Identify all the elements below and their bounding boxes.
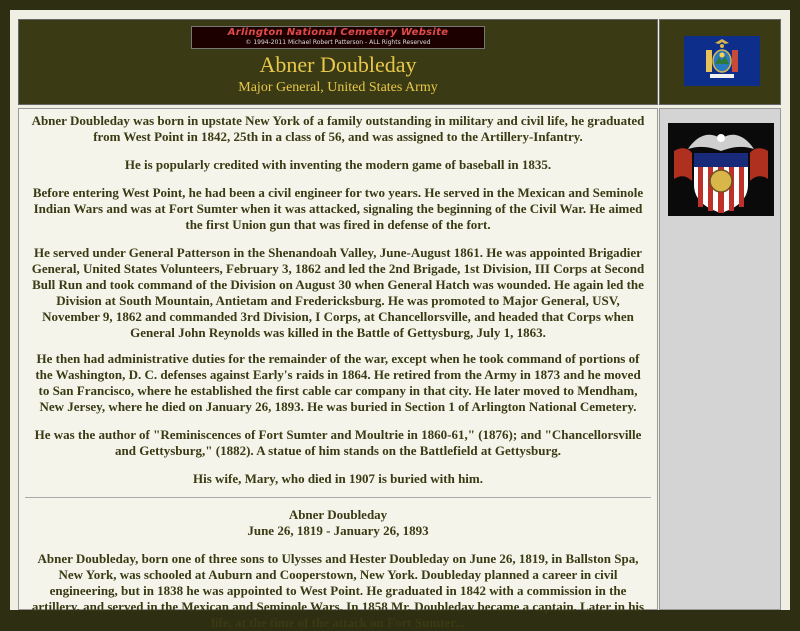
west-point-crest-icon	[668, 123, 774, 216]
paragraph: He then had administrative duties for the remainder of the war, except when he took command of portions of the Washington, D. C. defenses against Early's raids in 1864. He retired from the Army in 1873 and he moved to San Francisco, where he established the first cable car company in that city. He later moved to Mendham, New Jersey, where he died on January 26, 1893. He was buried in Section 1 of Arlington National Cemetery.	[35, 351, 641, 414]
paragraph: He was the author of "Reminiscences of Fort Sumter and Moultrie in 1860-61," (1876); and "Chancellorsville and Gettysburg," (1882). A statue of him stands on the Battlefield at Gettysburg.	[34, 427, 642, 458]
site-banner[interactable]	[191, 26, 485, 49]
paragraph: Abner Doubleday, born one of three sons to Ulysses and Hester Doubleday on June 26, 1819, in Ballston Spa, New York, was schooled at Auburn and Cooperstown, New York. Doubleday planned a career in civil engineering, but in 1838 he was appointed to West Point. He graduated in 1842 with a commission in the artillery, and served in the Mexican and Seminole Wars. In 1858 Mr. Doubleday became a captain. Later in his life, at the time of the attack on Fort Sumter...	[31, 551, 645, 630]
flag-panel	[659, 19, 781, 105]
divider	[25, 497, 651, 498]
page-subtitle: Major General, United States Army	[238, 80, 438, 95]
page-header	[18, 19, 658, 105]
caption-dates: June 26, 1819 - January 26, 1893	[247, 523, 429, 538]
paragraph: Abner Doubleday was born in upstate New York of a family outstanding in military and civil life, he graduated from West Point in 1842, 25th in a class of 56, and was assigned to the Artillery-Infantry.	[31, 113, 645, 144]
banner-title: Arlington National Cemetery Website	[227, 27, 449, 38]
paragraph: He served under General Patterson in the Shenandoah Valley, June-August 1861. He was appointed Brigadier General, United States Volunteers, February 3, 1862 and led the 2nd Brigade, 1st Division, III Corps at Second Bull Run and took command of the Division on August 30 when General Hatch was wounded. He again led the Division at South Mountain, Antietam and Fredericksburg. He was promoted to Major General, USV, November 9, 1862 and commanded 3rd Division, I Corps, at Chancellorsville, and headed that Corps when General John Reynolds was killed in the Battle of Gettysburg, July 1, 1863.	[31, 245, 645, 340]
banner-copyright: © 1994-2011 Michael Robert Patterson - ALL Rights Reserved	[245, 39, 431, 46]
page-title: Abner Doubleday	[259, 52, 417, 77]
article-content	[18, 108, 658, 630]
paragraph: Before entering West Point, he had been a civil engineer for two years. He served in the Mexican and Seminole Indian Wars and was at Fort Sumter when it was attacked, signaling the beginning of the Civil War. He aimed the first Union gun that was fired in defense of the fort.	[32, 185, 644, 232]
paragraph: He is popularly credited with inventing the modern game of baseball in 1835.	[124, 157, 552, 172]
crest-panel	[659, 108, 781, 610]
caption-name: Abner Doubleday	[288, 507, 388, 522]
paragraph: His wife, Mary, who died in 1907 is buried with him.	[193, 471, 483, 486]
new-york-flag-icon	[684, 36, 760, 86]
